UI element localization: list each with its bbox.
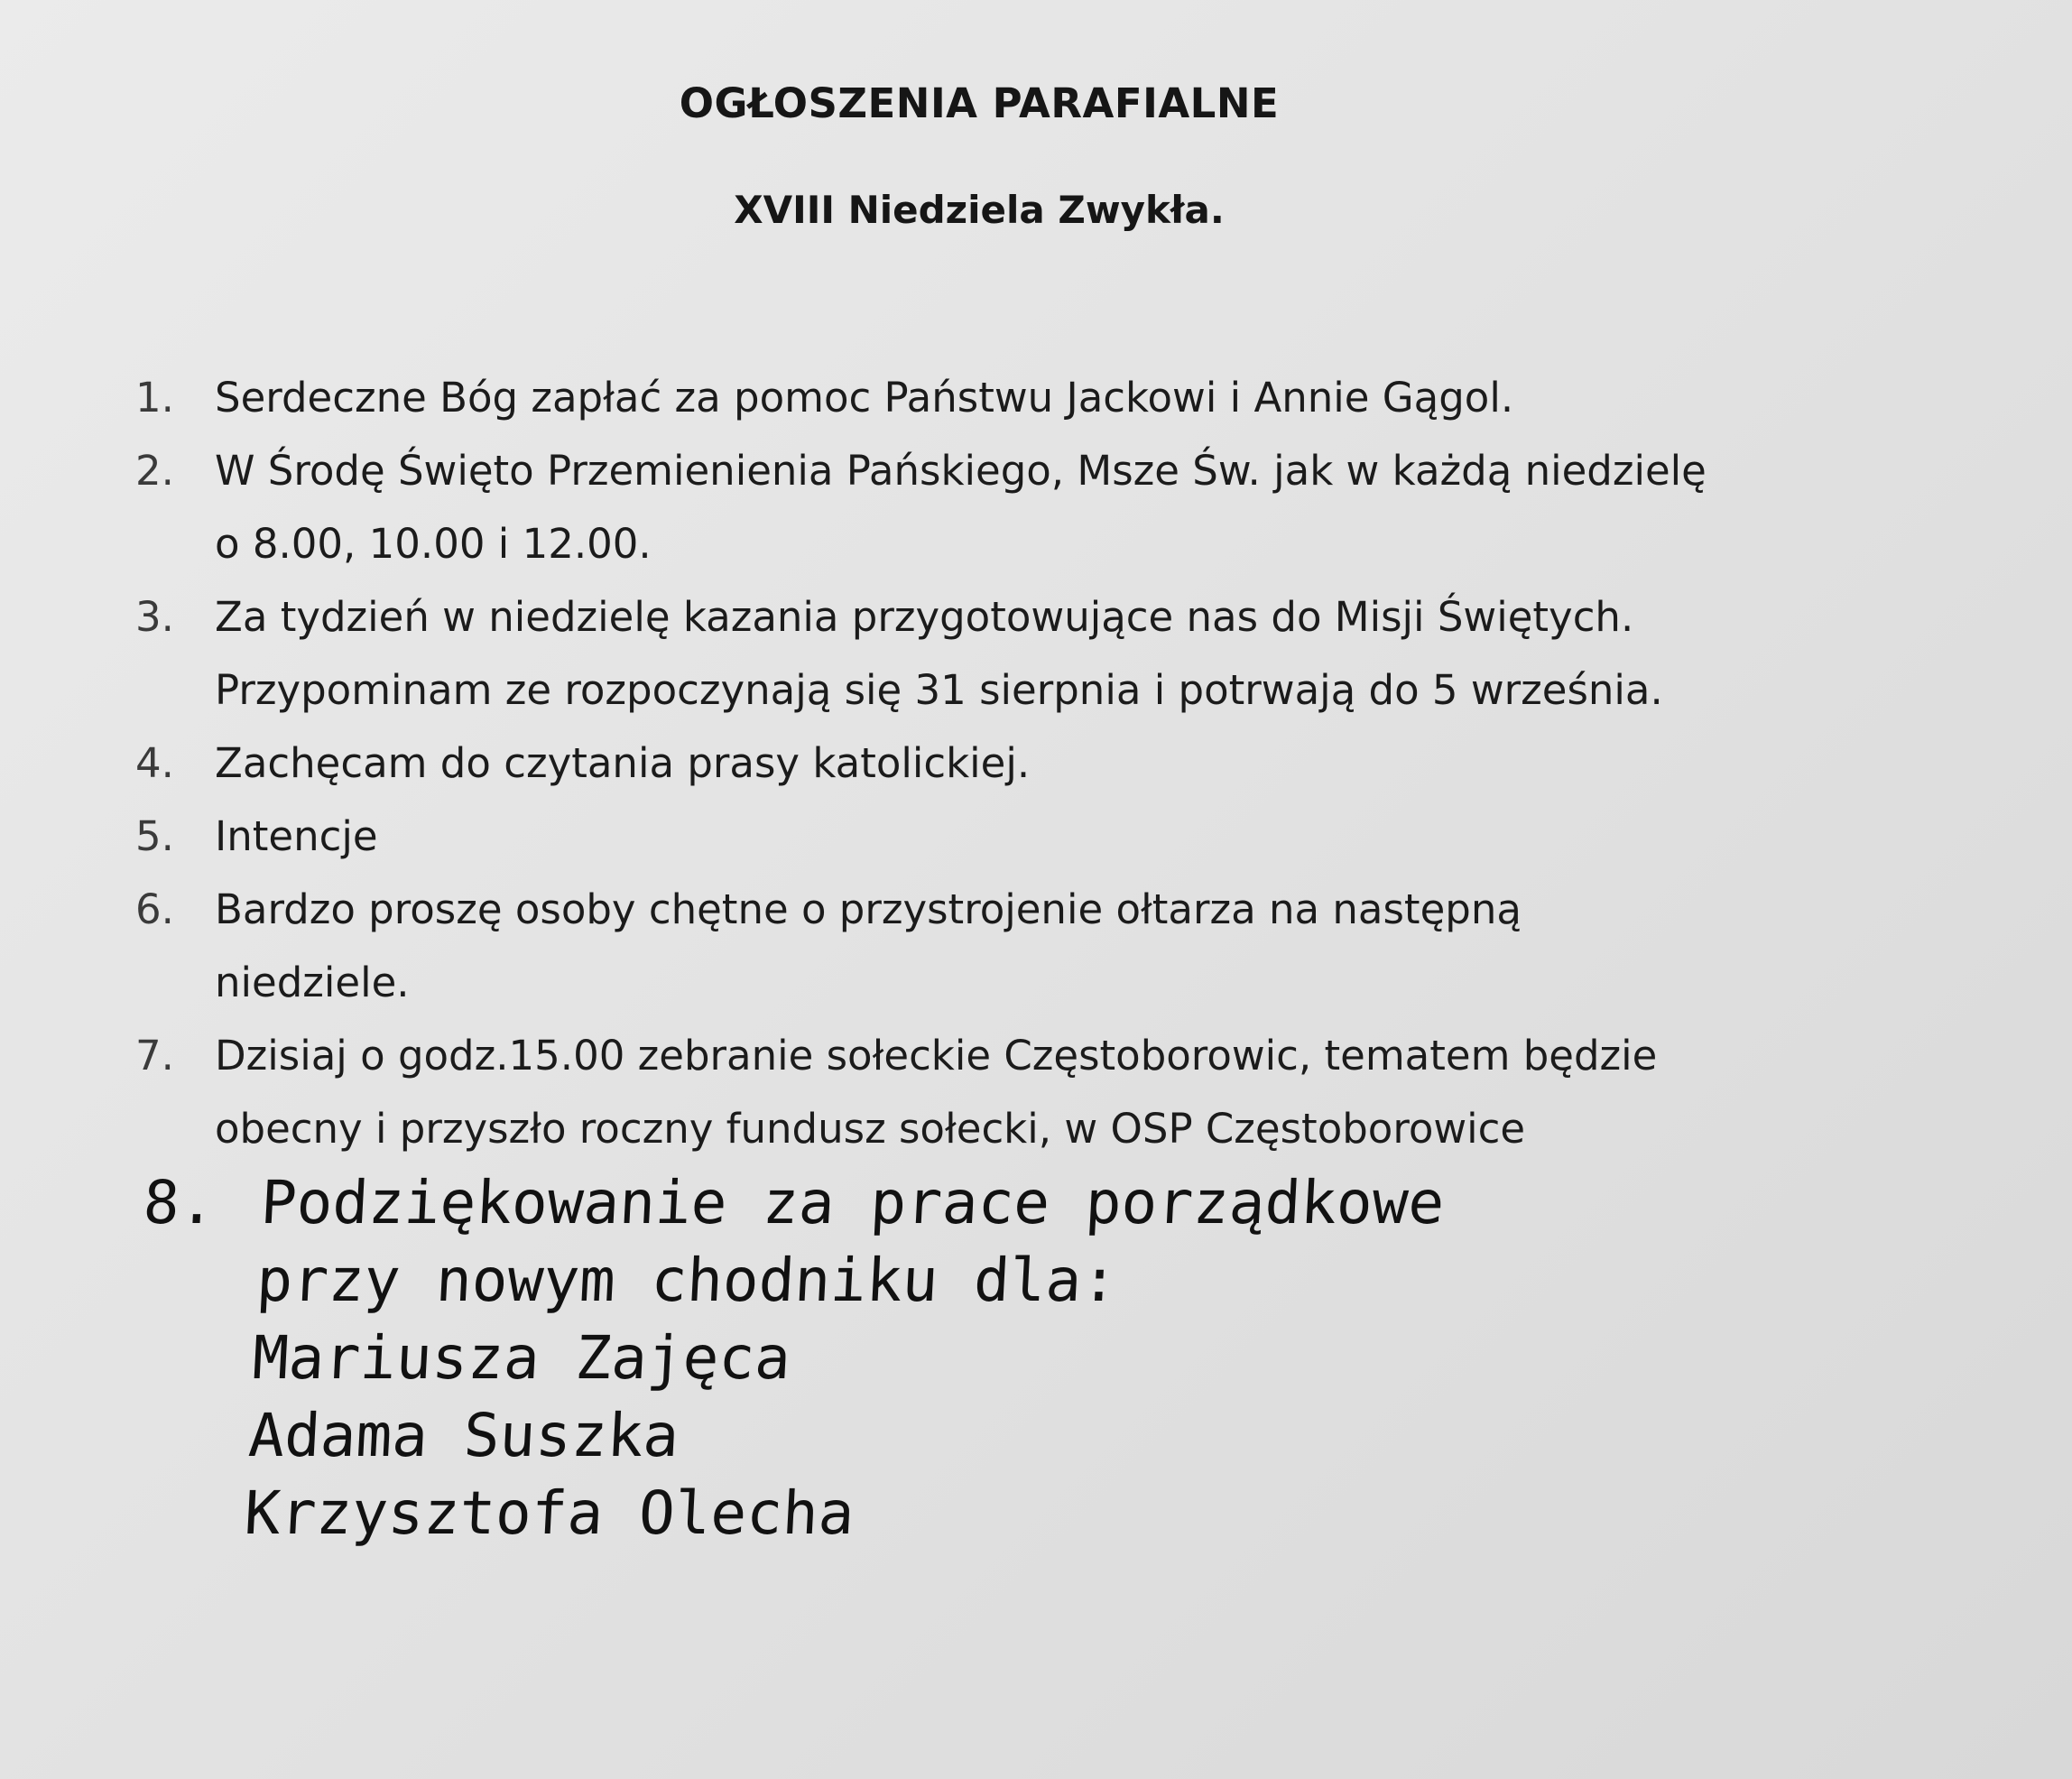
item-text-continued: o 8.00, 10.00 i 12.00. bbox=[215, 520, 652, 568]
item-text: Serdeczne Bóg zapłać za pomoc Państwu Jackowi i Annie Gągol. bbox=[215, 374, 1514, 422]
item-text: Bardzo proszę osoby chętne o przystrojenie ołtarza na następną bbox=[215, 885, 1522, 933]
announcement-item-2 bbox=[135, 434, 1904, 580]
handwritten-note bbox=[125, 1164, 1816, 1552]
handwritten-line bbox=[142, 1164, 1816, 1242]
announcement-item-1 bbox=[135, 361, 1904, 434]
handwritten-name: Adama Suszka bbox=[246, 1401, 681, 1470]
handwritten-line: przy nowym chodniku dla: bbox=[254, 1246, 1120, 1315]
item-text-continued: obecny i przyszło roczny fundusz sołecki, w OSP Częstoborowice bbox=[215, 1105, 1526, 1153]
document-title: OGŁOSZENIA PARAFIALNE bbox=[679, 79, 1280, 127]
item-text: Dzisiaj o godz.15.00 zebranie sołeckie Częstoborowic, tematem będzie bbox=[215, 1032, 1658, 1079]
item-text: Intencje bbox=[215, 812, 378, 860]
item-number: 2. bbox=[135, 447, 174, 495]
announcement-item-6 bbox=[135, 873, 1904, 1019]
announcement-item-7 bbox=[135, 1019, 1904, 1165]
announcement-item-5 bbox=[135, 800, 1904, 873]
item-text-continued: niedziele. bbox=[215, 959, 410, 1006]
handwritten-number: 8. bbox=[142, 1168, 217, 1237]
announcement-list bbox=[135, 361, 1904, 1165]
item-number: 3. bbox=[135, 593, 174, 641]
handwritten-name: Mariusza Zajęca bbox=[251, 1323, 793, 1393]
item-text: Za tydzień w niedzielę kazania przygotowujące nas do Misji Świętych. bbox=[215, 593, 1634, 641]
item-number: 4. bbox=[135, 739, 174, 787]
item-number: 5. bbox=[135, 812, 174, 860]
item-number: 1. bbox=[135, 374, 174, 422]
item-text: W Środę Święto Przemienienia Pańskiego, Msze Św. jak w każdą niedzielę bbox=[215, 447, 1707, 495]
item-text-continued: Przypominam ze rozpoczynają się 31 sierpnia i potrwają do 5 września. bbox=[215, 666, 1663, 714]
handwritten-text: Podziękowanie za prace porządkowe bbox=[259, 1168, 1447, 1237]
document-subtitle: XVIII Niedziela Zwykła. bbox=[734, 188, 1225, 232]
announcement-item-3 bbox=[135, 580, 1904, 727]
item-text: Zachęcam do czytania prasy katolickiej. bbox=[215, 739, 1031, 787]
item-number: 7. bbox=[135, 1032, 174, 1079]
item-number: 6. bbox=[135, 885, 174, 933]
announcement-item-4 bbox=[135, 727, 1904, 800]
handwritten-name: Krzysztofa Olecha bbox=[242, 1478, 856, 1548]
